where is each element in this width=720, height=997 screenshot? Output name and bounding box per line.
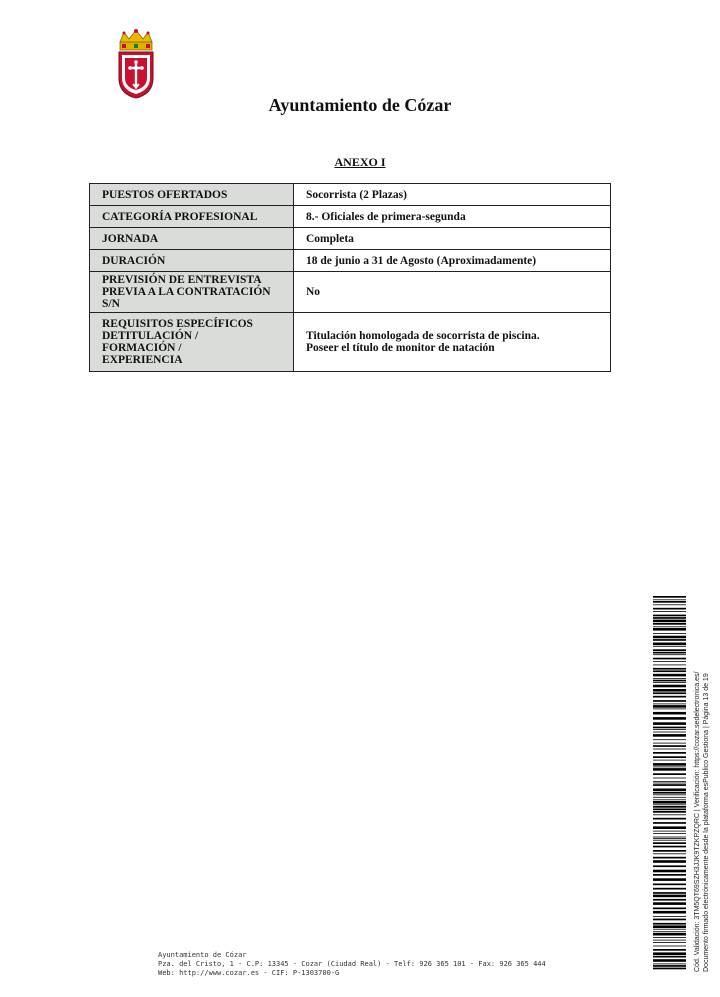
row-value: Socorrista (2 Plazas) <box>294 184 611 206</box>
validation-barcode-icon <box>653 596 686 970</box>
row-value <box>294 313 611 372</box>
organization-title: Ayuntamiento de Cózar <box>268 95 452 115</box>
row-label-line: EXPERIENCIA <box>102 354 183 366</box>
row-label-line: PREVISIÓN DE ENTREVISTA <box>102 274 262 286</box>
footer-line: Pza. del Cristo, 1 - C.P: 13345 - Cozar (Ciudad Real) - Telf: 926 365 101 - Fax: 926 365 444 <box>158 960 546 968</box>
row-value-line: Titulación homologada de socorrista de piscina. <box>306 330 540 342</box>
annex-title: ANEXO I <box>334 155 386 169</box>
row-value: Completa <box>294 228 611 250</box>
row-value-line: Poseer el título de monitor de natación <box>306 342 495 354</box>
row-label <box>90 272 294 313</box>
row-label-line: FORMACIÓN / <box>102 342 182 354</box>
row-label: DURACIÓN <box>90 250 294 272</box>
row-label-line: REQUISITOS ESPECÍFICOS <box>102 318 253 330</box>
table-row <box>90 184 611 206</box>
verification-line: Cód. Validación: 3TM5QT69SZH3JJK9TZKPZQRC | Verificación: https://cozar.sedelectronica.es/ <box>694 671 701 972</box>
row-label <box>90 313 294 372</box>
row-label-line: PREVIA A LA CONTRATACIÓN S/N <box>102 286 271 310</box>
table-row <box>90 228 611 250</box>
footer-line: Ayuntamiento de Cózar <box>158 951 247 959</box>
table-row <box>90 313 611 372</box>
job-offer-table <box>89 183 611 372</box>
coat-of-arms-icon <box>116 28 156 100</box>
verification-line: Documento firmado electrónicamente desde la plataforma esPublico Gestiona | Página 13 de 19 <box>703 673 710 972</box>
table-row <box>90 250 611 272</box>
table-row <box>90 272 611 313</box>
page-footer <box>158 951 546 978</box>
row-label: PUESTOS OFERTADOS <box>90 184 294 206</box>
footer-line: Web: http://www.cozar.es - CIF: P-1303700-G <box>158 969 340 977</box>
row-label: CATEGORÍA PROFESIONAL <box>90 206 294 228</box>
row-label-line: DETITULACIÓN / <box>102 330 199 342</box>
verification-text <box>693 592 711 972</box>
table-row <box>90 206 611 228</box>
row-label: JORNADA <box>90 228 294 250</box>
row-value: No <box>294 272 611 313</box>
row-value: 8.- Oficiales de primera-segunda <box>294 206 611 228</box>
row-value: 18 de junio a 31 de Agosto (Aproximadamente) <box>294 250 611 272</box>
